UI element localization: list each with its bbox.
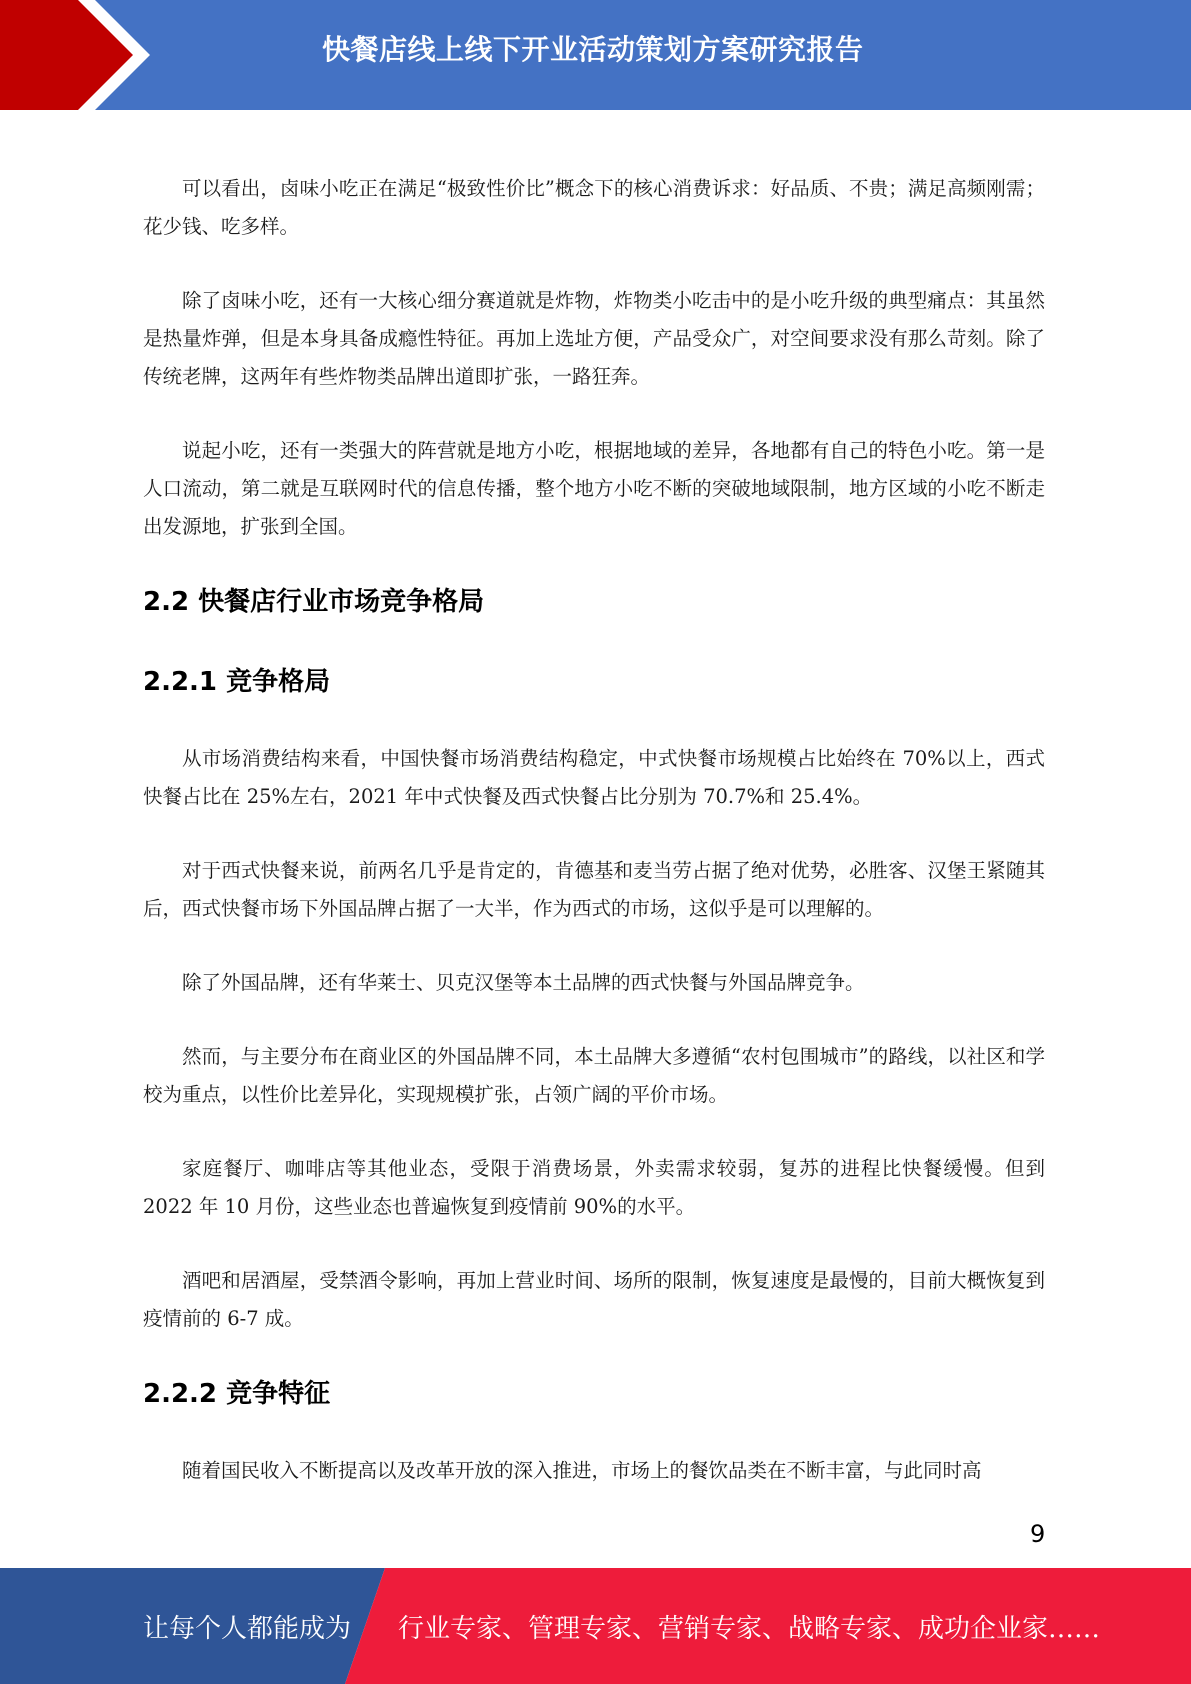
document-body xyxy=(143,170,1045,1526)
footer-slogan-left: 让每个人都能成为 xyxy=(143,1614,352,1644)
paragraph: 可以看出，卤味小吃正在满足“极致性价比”概念下的核心消费诉求：好品质、不贵；满足高频刚需；花少钱、吃多样。 xyxy=(143,177,1045,238)
paragraph: 家庭餐厅、咖啡店等其他业态，受限于消费场景，外卖需求较弱，复苏的进程比快餐缓慢。但到 2022 年 10 月份，这些业态也普遍恢复到疫情前 90%的水平。 xyxy=(143,1157,1045,1218)
report-title: 快餐店线上线下开业活动策划方案研究报告 xyxy=(322,33,864,66)
paragraph: 然而，与主要分布在商业区的外国品牌不同，本土品牌大多遵循“农村包围城市”的路线，以社区和学校为重点，以性价比差异化，实现规模扩张，占领广阔的平价市场。 xyxy=(143,1045,1045,1106)
paragraph: 随着国民收入不断提高以及改革开放的深入推进，市场上的餐饮品类在不断丰富，与此同时高 xyxy=(182,1459,982,1482)
paragraph: 从市场消费结构来看，中国快餐市场消费结构稳定，中式快餐市场规模占比始终在 70%以上，西式快餐占比在 25%左右，2021 年中式快餐及西式快餐占比分别为 70.7%和 25.4%。 xyxy=(143,747,1045,808)
section-heading-2-2: 2.2 快餐店行业市场竞争格局 xyxy=(143,587,485,617)
section-heading-2-2-2: 2.2.2 竞争特征 xyxy=(143,1379,331,1409)
paragraph: 对于西式快餐来说，前两名几乎是肯定的，肯德基和麦当劳占据了绝对优势，必胜客、汉堡王紧随其后，西式快餐市场下外国品牌占据了一大半，作为西式的市场，这似乎是可以理解的。 xyxy=(143,859,1045,920)
paragraph: 酒吧和居酒屋，受禁酒令影响，再加上营业时间、场所的限制，恢复速度是最慢的，目前大概恢复到疫情前的 6-7 成。 xyxy=(143,1269,1045,1330)
paragraph: 除了卤味小吃，还有一大核心细分赛道就是炸物，炸物类小吃击中的是小吃升级的典型痛点：其虽然是热量炸弹，但是本身具备成瘾性特征。再加上选址方便，产品受众广，对空间要求没有那么苛刻。除了传统老牌，这两年有些炸物类品牌出道即扩张，一路狂奔。 xyxy=(143,289,1045,388)
section-heading-2-2-1: 2.2.1 竞争格局 xyxy=(143,667,331,697)
paragraph: 除了外国品牌，还有华莱士、贝克汉堡等本土品牌的西式快餐与外国品牌竞争。 xyxy=(182,971,865,994)
paragraph: 说起小吃，还有一类强大的阵营就是地方小吃，根据地域的差异，各地都有自己的特色小吃。第一是人口流动，第二就是互联网时代的信息传播，整个地方小吃不断的突破地域限制，地方区域的小吃不断走出发源地，扩张到全国。 xyxy=(143,439,1045,538)
page-header xyxy=(0,0,1191,110)
footer-slogan-right: 行业专家、管理专家、营销专家、战略专家、成功企业家…… xyxy=(398,1614,1101,1644)
page-footer xyxy=(0,1568,1191,1684)
page-number: 9 xyxy=(1030,1520,1046,1548)
